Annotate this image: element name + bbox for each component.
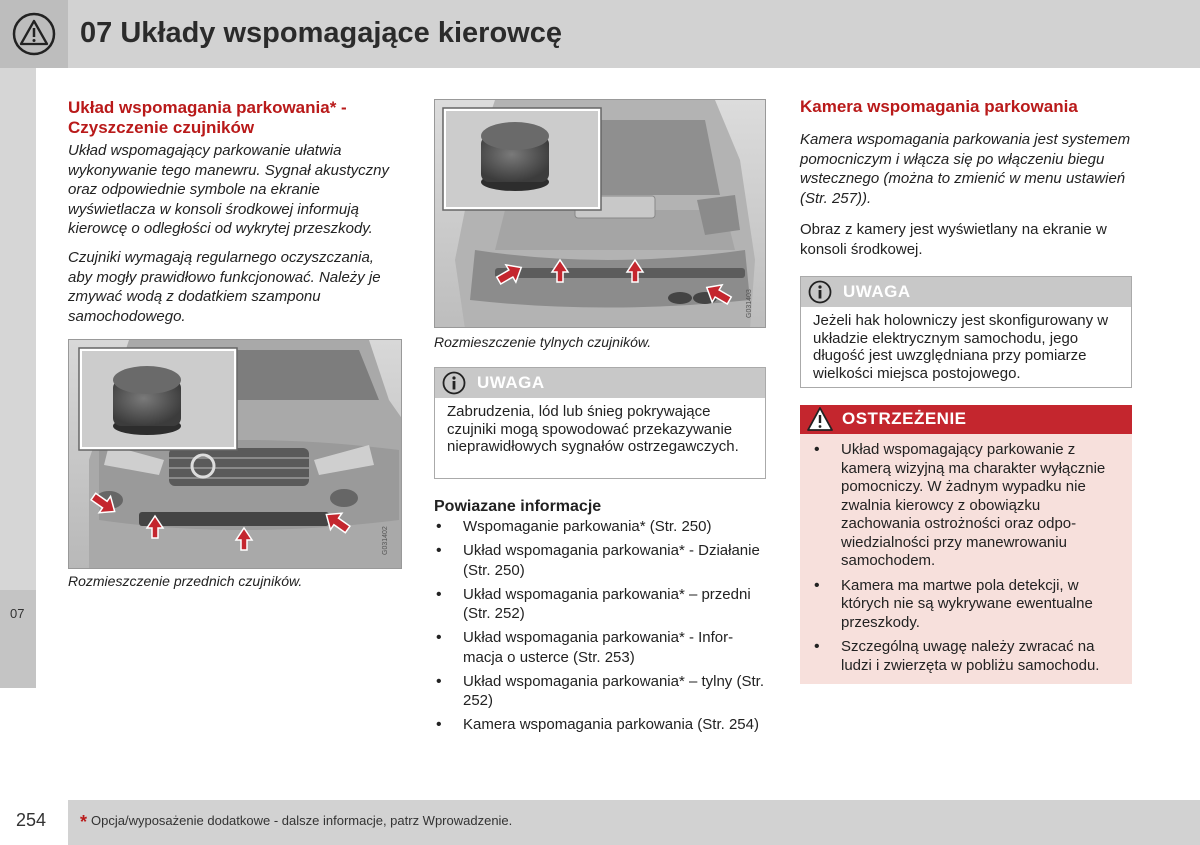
related-link[interactable]: • Układ wspomagania parkowania* - Działanie (Str. 250) bbox=[434, 541, 764, 580]
related-link[interactable]: • Układ wspomagania parkowania* - Informacja o usterce (Str. 253) bbox=[434, 628, 764, 667]
page-number: 254 bbox=[16, 810, 47, 830]
note-text: Jeżeli hak holowniczy jest skonfigurowany w układzie elektrycznym samochodu, jego długość jest uwzględniana przy pomiarze wielkości miejsca postojowego. bbox=[813, 312, 1109, 382]
warning-triangle-icon bbox=[12, 12, 56, 56]
front-figure-caption: Rozmieszczenie przednich czujników. bbox=[68, 573, 303, 589]
related-link[interactable]: • Kamera wspomagania parkowania (Str. 254) bbox=[434, 715, 764, 735]
page-title: 07 Układy wspomagające kierowcę bbox=[80, 17, 562, 49]
note-box-towbar bbox=[800, 276, 1132, 388]
front-car-illustration bbox=[69, 340, 402, 569]
cleaning-paragraph: Czujniki wymagają regularnego oczyszczania, aby mogły prawidłowo funkcjonować. Należy je zmywać wodą z dodatkiem szamponu samochodowego. bbox=[68, 249, 381, 325]
footnote-text: Opcja/wyposażenie dodatkowe - dalsze informacje, patrz Wprowadzenie. bbox=[91, 813, 513, 828]
front-sensors-figure bbox=[68, 339, 402, 569]
rear-car-illustration bbox=[435, 100, 766, 328]
warning-item: • Układ wspomagający parkowanie z kamerą wizyjną ma charakter wyłącznie pomocniczy. W żadnym wypadku nie zwalnia kierowcy z obowiązku zachowania ostrożności oraz odpowiedzialności przy manewrowaniu samochodem. bbox=[812, 441, 1118, 571]
warning-triangle-icon bbox=[806, 406, 834, 433]
note-header bbox=[801, 277, 1131, 307]
rear-figure-caption: Rozmieszczenie tylnych czujników. bbox=[434, 334, 652, 350]
warning-item: • Kamera ma martwe pola detekcji, w których nie są wykrywane ewentualne przeszkody. bbox=[812, 577, 1118, 633]
warning-list bbox=[800, 434, 1132, 675]
info-icon bbox=[442, 371, 466, 395]
related-info-list bbox=[434, 517, 764, 739]
related-info-heading: Powiazane informacje bbox=[434, 498, 602, 515]
note-label: UWAGA bbox=[477, 373, 545, 392]
rear-sensors-figure bbox=[434, 99, 766, 328]
chapter-number: 07 bbox=[10, 606, 25, 621]
footnote-star: * bbox=[80, 812, 88, 832]
footnote bbox=[80, 812, 512, 833]
info-icon bbox=[808, 280, 832, 304]
related-link[interactable]: • Wspomaganie parkowania* (Str. 250) bbox=[434, 517, 764, 537]
related-link[interactable]: • Układ wspomagania parkowania* – tylny (Str. 252) bbox=[434, 672, 764, 711]
warning-box bbox=[800, 405, 1132, 684]
section-heading-camera: Kamera wspomagania parkowania bbox=[800, 97, 1078, 116]
camera-display-paragraph: Obraz z kamery jest wyświetlany na ekranie w konsoli środkowej. bbox=[800, 221, 1107, 258]
note-header bbox=[435, 368, 765, 398]
note-label: UWAGA bbox=[843, 282, 911, 301]
warning-header bbox=[800, 405, 1132, 434]
warning-label: OSTRZEŻENIE bbox=[842, 409, 967, 428]
front-figure-code: G031402 bbox=[382, 526, 389, 555]
related-link[interactable]: • Układ wspomagania parkowania* – przedni (Str. 252) bbox=[434, 585, 764, 624]
warning-item: • Szczególną uwagę należy zwracać na ludzi i zwierzęta w pobliżu samochodu. bbox=[812, 638, 1118, 675]
rear-figure-code: G031403 bbox=[746, 289, 753, 318]
note-box-dirt bbox=[434, 367, 766, 479]
camera-intro-paragraph: Kamera wspomagania parkowania jest systemem pomocniczym i włącza się po włączeniu biegu wstecznego (można to zmienić w menu ustawień (Str. 257)). bbox=[800, 131, 1131, 207]
header-icon-box bbox=[0, 0, 68, 68]
section-heading-sensor-cleaning: Układ wspomagania parkowania* - Czyszczenie czujników bbox=[68, 98, 347, 137]
note-text: Zabrudzenia, lód lub śnieg pokrywające czujniki mogą spowodować przekazywanie nieprawidłowych sygnałów ostrzegawczych. bbox=[447, 403, 739, 455]
intro-paragraph: Układ wspomagający parkowanie ułatwia wykonywanie tego manewru. Sygnał akustyczny oraz odpowiednie symbole na ekranie wyświetlacza w konsoli środkowej informują kierowcę o odległości od wykrytej przeszkody. bbox=[68, 142, 389, 237]
chapter-tab bbox=[0, 590, 36, 688]
